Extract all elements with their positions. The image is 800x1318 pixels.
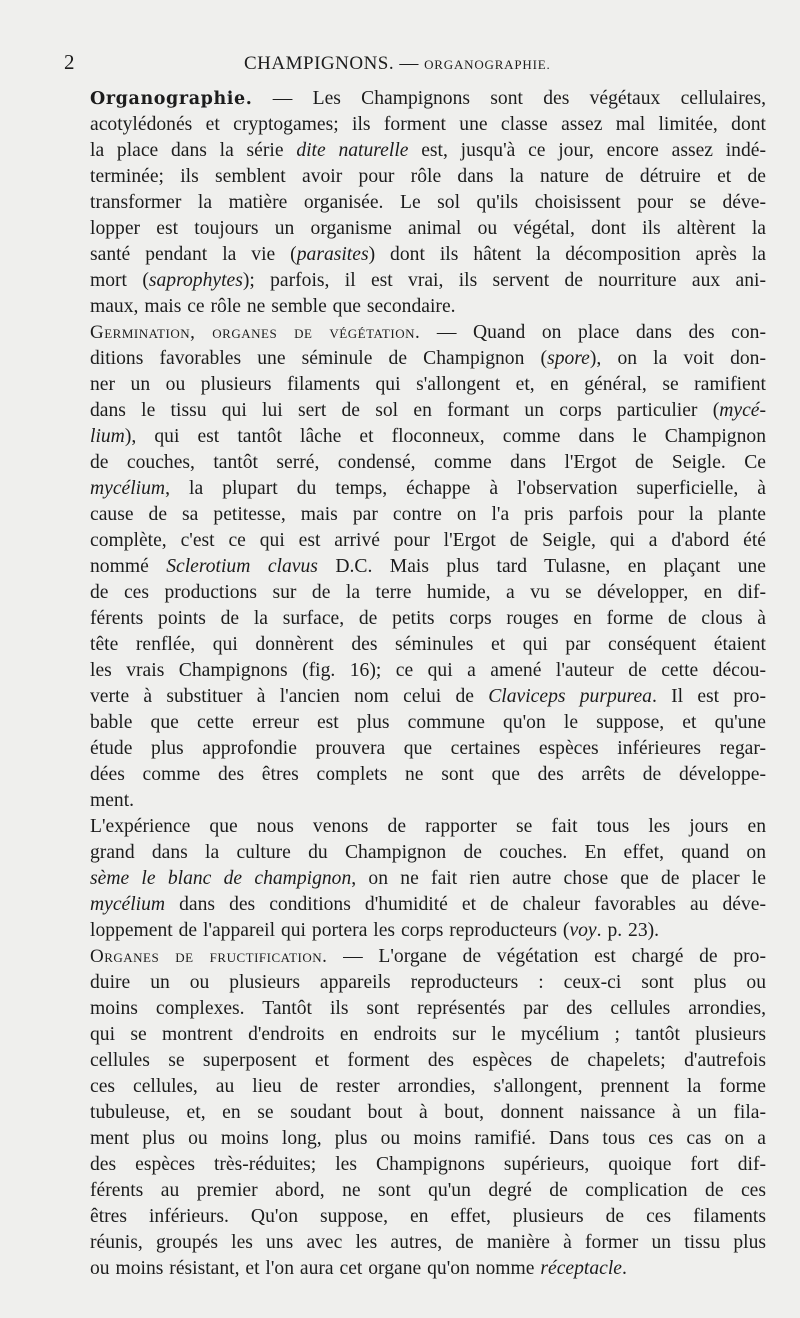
title-separator: — [394, 53, 425, 74]
text-line [64, 112, 766, 138]
text-line [64, 1178, 766, 1204]
text-line [64, 892, 766, 918]
text-line [64, 346, 766, 372]
text-line [64, 1230, 766, 1256]
section-heading: Organographie. [90, 89, 253, 109]
running-header [64, 50, 766, 80]
text-line [64, 658, 766, 684]
text-line [64, 918, 766, 944]
text-line [64, 86, 766, 112]
title-main: CHAMPIGNONS. [244, 53, 395, 74]
text-line [64, 1100, 766, 1126]
text-line [64, 944, 766, 970]
italic-term: dite naturelle [296, 140, 409, 161]
text-run: ou moins résistant, et l'on aura cet organe qu'on nomme [90, 1258, 541, 1279]
text-run: grand dans la culture du Champignon de couches. En effet, quand on [90, 842, 766, 863]
text-line [64, 190, 766, 216]
page-number: 2 [64, 50, 75, 74]
text-line [64, 216, 766, 242]
text-run: étude plus approfondie prouvera que certaines espèces inférieures regar- [90, 738, 766, 759]
text-line [64, 580, 766, 606]
text-run: réunis, groupés les uns avec les autres, de manière à former un tissu plus [90, 1232, 766, 1253]
italic-term: mycé- [719, 400, 766, 421]
text-run: . Il est pro- [651, 686, 766, 707]
text-run: ditions favorables une séminule de Champignon ( [90, 348, 548, 369]
text-run: de ces productions sur de la terre humide, a vu se développer, en dif- [90, 582, 766, 603]
text-run: nommé [90, 556, 167, 577]
text-run: , on ne fait rien autre chose que de placer le [351, 868, 767, 889]
title-sub: ORGANOGRAPHIE. [424, 57, 551, 72]
italic-term: mycélium [90, 478, 166, 499]
text-run: transformer la matière organisée. Le sol qu'ils choisissent pour se déve- [90, 192, 766, 213]
text-line [64, 814, 766, 840]
text-line [64, 684, 766, 710]
section-heading: Organes de fructification. [90, 946, 328, 967]
text-run: ner un ou plusieurs filaments qui s'allongent et, en général, se ramifient [90, 374, 766, 395]
italic-term: Sclerotium clavus [166, 556, 318, 577]
text-line [64, 320, 766, 346]
text-line [64, 502, 766, 528]
running-title [244, 53, 551, 75]
paragraph [64, 86, 766, 320]
text-run: — L'organe de végétation est chargé de pro- [327, 946, 766, 967]
text-run: — Les Champignons sont des végétaux cellulaires, [252, 88, 766, 109]
text-line [64, 710, 766, 736]
text-run: êtres inférieurs. Qu'on suppose, en effet, plusieurs de ces filaments [90, 1206, 766, 1227]
text-run: cause de sa petitesse, mais par contre on l'a pris parfois pour la plante [90, 504, 766, 525]
text-line [64, 450, 766, 476]
text-run: cellules se superposent et forment des espèces de chapelets; d'autrefois [90, 1050, 766, 1071]
text-line [64, 996, 766, 1022]
text-run: des espèces très-réduites; les Champignons supérieurs, quoique fort dif- [90, 1154, 766, 1175]
text-line [64, 164, 766, 190]
paragraph [64, 320, 766, 814]
text-run: est, jusqu'à ce jour, encore assez indé- [408, 140, 766, 161]
italic-term: spore [547, 348, 590, 369]
text-line [64, 1126, 766, 1152]
text-run: les vrais Champignons (fig. 16); ce qui a amené l'auteur de cette décou- [90, 660, 766, 681]
text-run: terminée; ils semblent avoir pour rôle dans la nature de détruire et de [90, 166, 766, 187]
text-line [64, 294, 766, 320]
text-line [64, 970, 766, 996]
text-run: tubuleuse, et, en se soudant bout à bout, donnent naissance à un fila- [90, 1102, 766, 1123]
text-line [64, 788, 766, 814]
body-text [64, 86, 766, 1282]
text-line [64, 554, 766, 580]
text-line [64, 1256, 766, 1282]
italic-term: voy [569, 920, 597, 941]
text-line [64, 1048, 766, 1074]
italic-term: saprophytes [148, 270, 243, 291]
text-line [64, 736, 766, 762]
text-run: — Quand on place dans des con- [420, 322, 766, 343]
text-line [64, 1152, 766, 1178]
text-line [64, 398, 766, 424]
section-heading: Germination, organes de végétation. [90, 322, 421, 343]
text-run: , la plupart du temps, échappe à l'observation superficielle, à [165, 478, 766, 499]
text-run: férents au premier abord, ne sont qu'un degré de complication de ces [90, 1180, 766, 1201]
text-line [64, 866, 766, 892]
paragraph [64, 814, 766, 944]
text-run: ment plus ou moins long, plus ou moins ramifié. Dans tous ces cas on a [90, 1128, 766, 1149]
text-line [64, 1204, 766, 1230]
text-line [64, 632, 766, 658]
text-run: de couches, tantôt serré, condensé, comme dans l'Ergot de Seigle. Ce [90, 452, 766, 473]
text-run: ), qui est tantôt lâche et floconneux, comme dans le Champignon [124, 426, 766, 447]
text-line [64, 268, 766, 294]
text-run: lopper est toujours un organisme animal ou végétal, dont ils altèrent la [90, 218, 766, 239]
text-run: dans des conditions d'humidité et de chaleur favorables au déve- [165, 894, 766, 915]
text-run: moins complexes. Tantôt ils sont représentés par des cellules arrondies, [90, 998, 766, 1019]
text-line [64, 606, 766, 632]
text-run: mort ( [90, 270, 149, 291]
text-run: ment. [90, 790, 135, 811]
text-line [64, 476, 766, 502]
italic-term: réceptacle [540, 1258, 622, 1279]
text-run: acotylédonés et cryptogames; ils forment une classe assez mal limitée, dont [90, 114, 766, 135]
text-line [64, 372, 766, 398]
text-line [64, 528, 766, 554]
text-line [64, 138, 766, 164]
text-run: D.C. Mais plus tard Tulasne, en plaçant une [317, 556, 766, 577]
paragraph [64, 944, 766, 1282]
text-run: ), on la voit don- [589, 348, 766, 369]
text-run: férents points de la surface, de petits corps rouges en forme de clous à [90, 608, 766, 629]
text-run: . [621, 1258, 627, 1279]
text-run: loppement de l'appareil qui portera les corps reproducteurs ( [90, 920, 570, 941]
text-run: santé pendant la vie ( [90, 244, 297, 265]
text-run: dées comme des êtres complets ne sont que des arrêts de développe- [90, 764, 766, 785]
text-run: verte à substituer à l'ancien nom celui de [90, 686, 489, 707]
italic-term: lium [90, 426, 125, 447]
text-run: la place dans la série [90, 140, 297, 161]
text-run: dans le tissu qui lui sert de sol en formant un corps particulier ( [90, 400, 720, 421]
text-run: ); parfois, il est vrai, ils servent de nourriture aux ani- [242, 270, 766, 291]
text-line [64, 1074, 766, 1100]
text-run: bable que cette erreur est plus commune qu'on le suppose, et qu'une [90, 712, 766, 733]
text-run: qui se montrent d'endroits en endroits sur le mycélium ; tantôt plusieurs [90, 1024, 766, 1045]
text-run: complète, c'est ce qui est arrivé pour l'Ergot de Seigle, qui a d'abord été [90, 530, 766, 551]
text-line [64, 762, 766, 788]
text-run: maux, mais ce rôle ne semble que secondaire. [90, 296, 456, 317]
italic-term: parasites [296, 244, 369, 265]
text-run: tête renflée, qui donnèrent des séminules et qui par conséquent étaient [90, 634, 766, 655]
text-line [64, 1022, 766, 1048]
text-line [64, 840, 766, 866]
text-line [64, 242, 766, 268]
text-run: ) dont ils hâtent la décomposition après la [368, 244, 767, 265]
text-run: ces cellules, au lieu de rester arrondies, s'allongent, prennent la forme [90, 1076, 766, 1097]
italic-term: mycélium [90, 894, 166, 915]
text-run: duire un ou plusieurs appareils reproducteurs : ceux-ci sont plus ou [90, 972, 766, 993]
text-run: L'expérience que nous venons de rapporter se fait tous les jours en [90, 816, 766, 837]
text-run: . p. 23). [596, 920, 660, 941]
italic-term: Claviceps purpurea [488, 686, 652, 707]
text-line [64, 424, 766, 450]
italic-term: sème le blanc de champignon [90, 868, 352, 889]
